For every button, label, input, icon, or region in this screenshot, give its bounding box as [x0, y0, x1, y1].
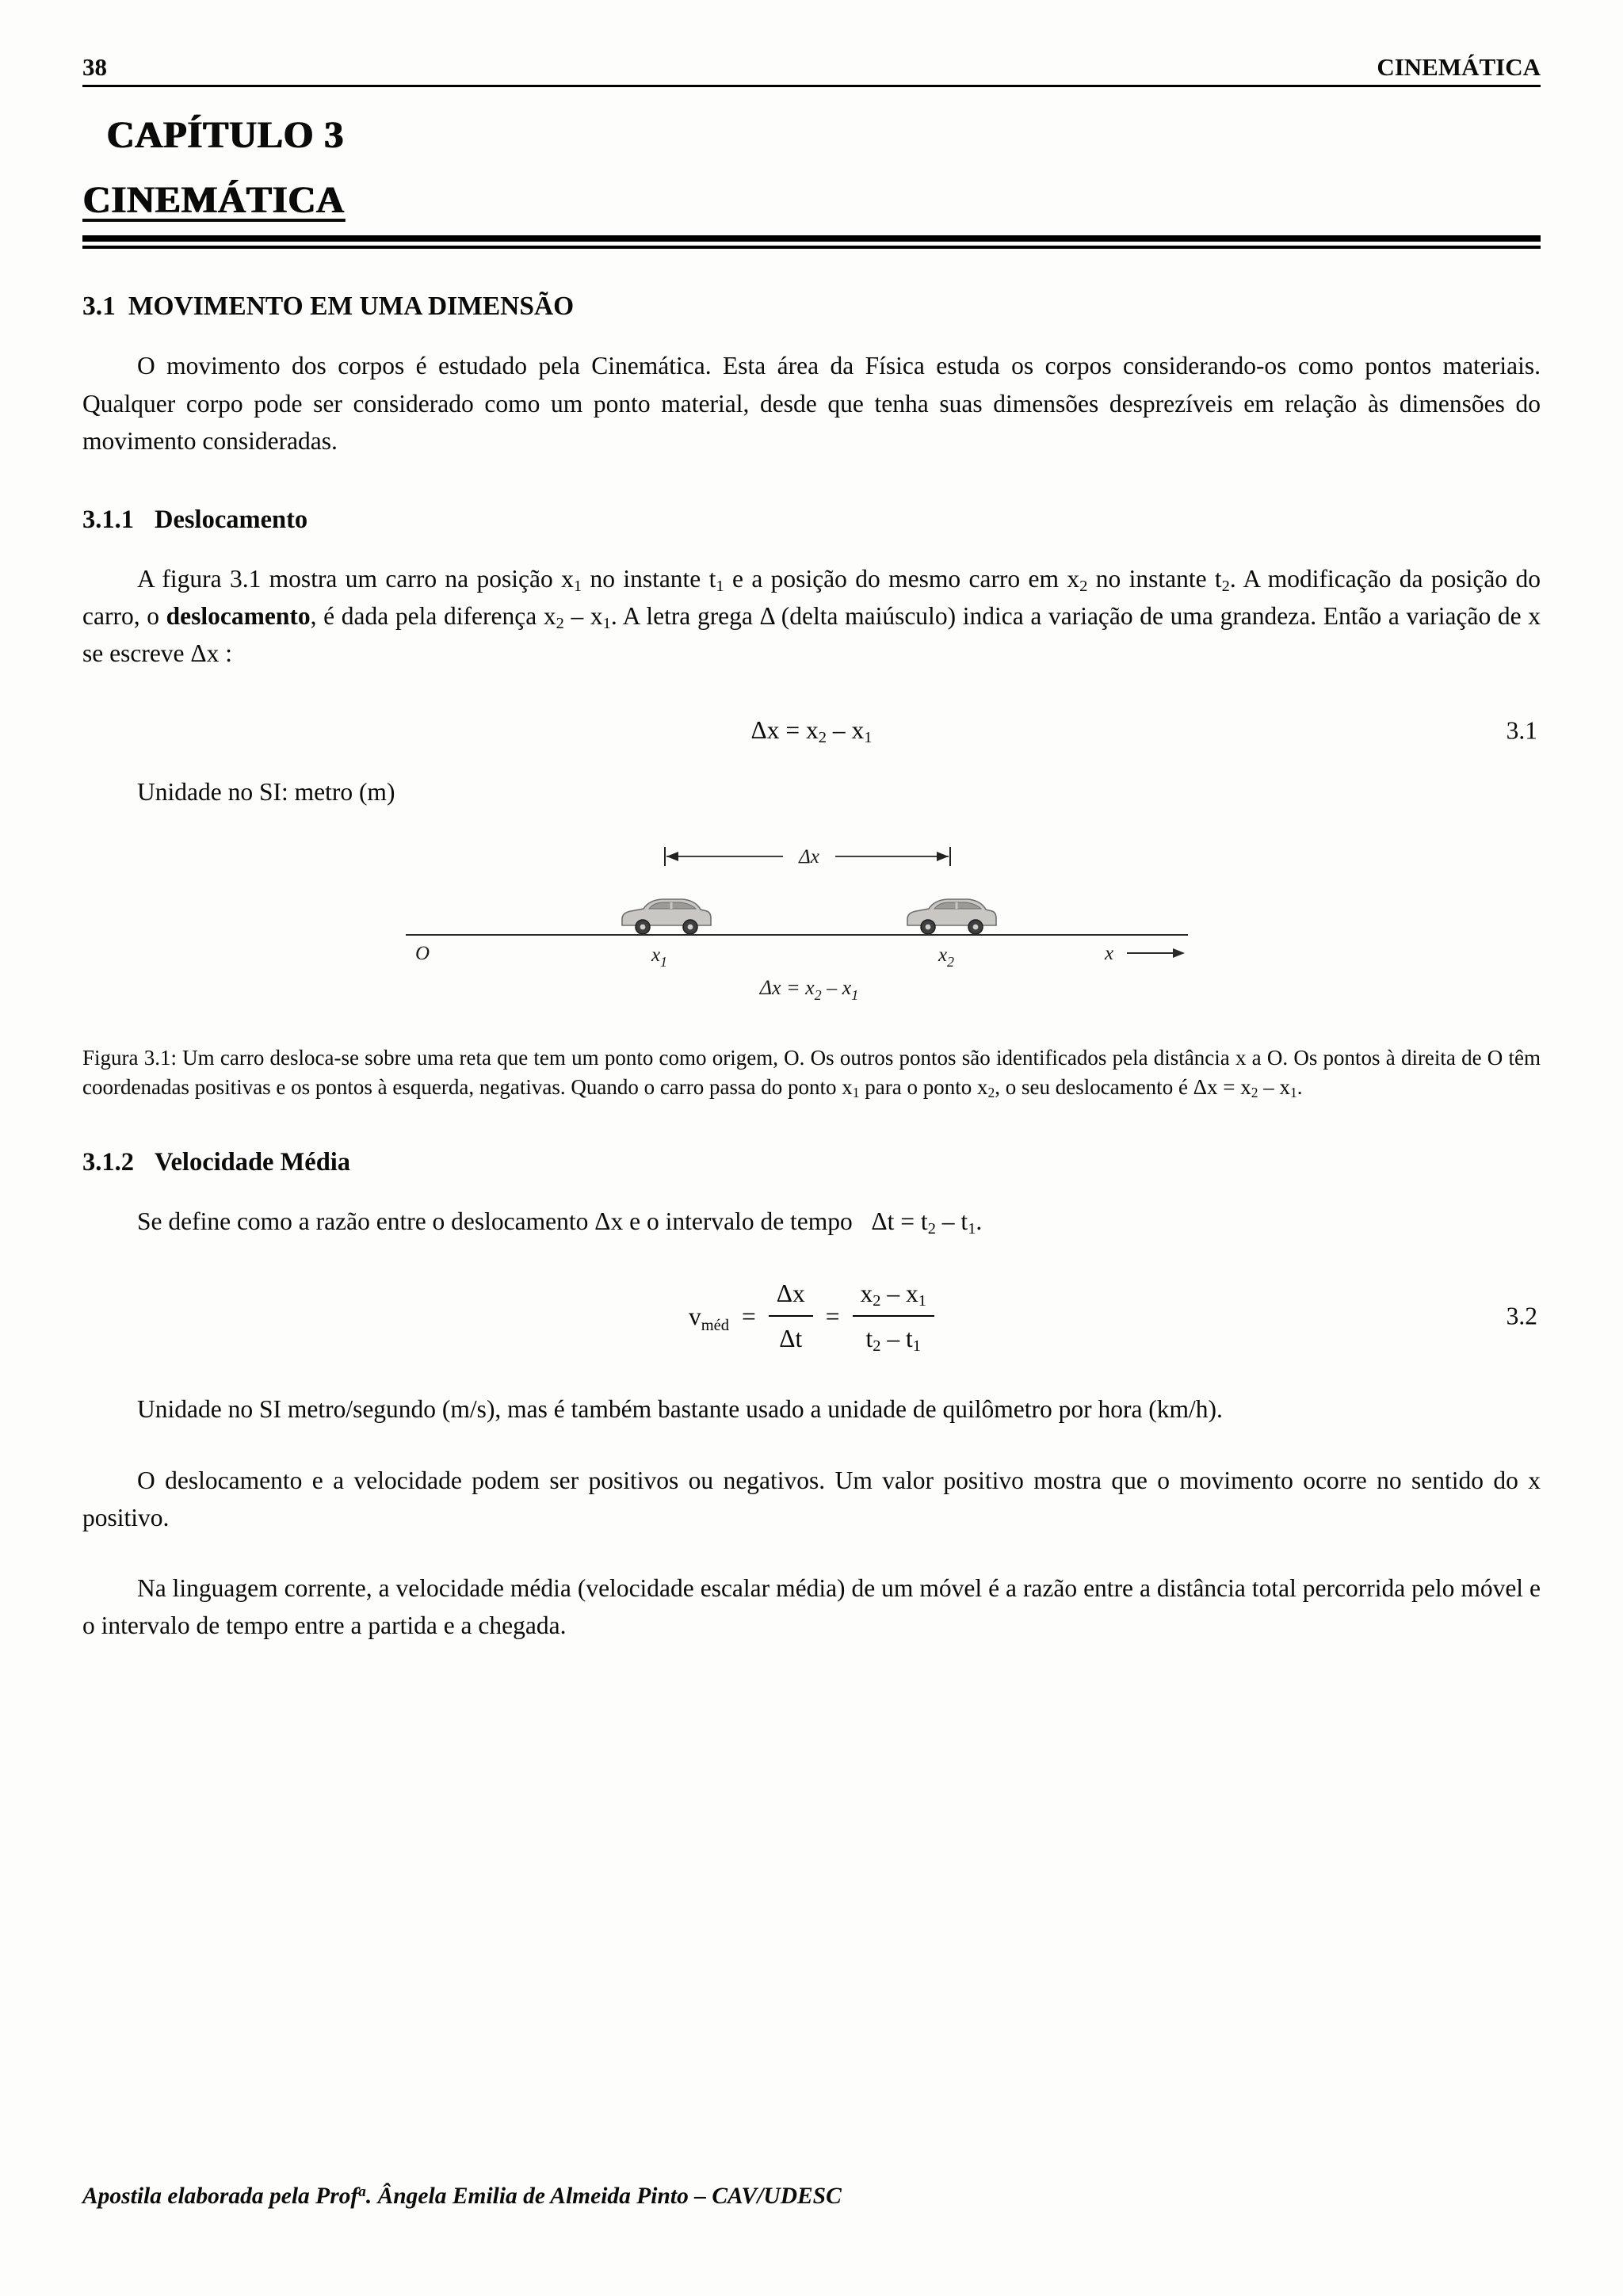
equation-3-1-number: 3.1: [1506, 716, 1537, 745]
paragraph-velocidade-media: Se define como a razão entre o deslocamento Δx e o intervalo de tempo $\Delta t = t_2 - t_1$.: [137, 1207, 983, 1238]
figure-dim-label: Δx: [799, 845, 819, 868]
figure-x2-label: $x_2$: [938, 944, 955, 970]
paragraph-motion-intro: O movimento dos corpos é estudado pela Cinemática. Esta área da Física estuda os corpos considerando-os como pontos materiais. Qualquer corpo pode ser considerado como um ponto material, desde que tenha suas dimensões desprezíveis em relação às dimensões do movimento consideradas.: [82, 352, 1541, 455]
page-number: 38: [82, 53, 107, 81]
figure-axis-label: x: [1105, 942, 1114, 964]
equation-3-1-body: $\Delta x = x_2 - x_1$: [750, 716, 873, 747]
figure-origin-label: O: [415, 942, 430, 964]
paragraph-linguagem-corrente: Na linguagem corrente, a velocidade média (velocidade escalar média) de um móvel é a razão entre a distância total percorrida pelo móvel e o intervalo de tempo entre a partida e a chegada.: [82, 1574, 1541, 1640]
equation-3-2-number: 3.2: [1506, 1302, 1537, 1330]
equals-sign: =: [825, 1302, 840, 1330]
figure-3-1: [391, 839, 1232, 1012]
section-3-1-1-title: Deslocamento: [155, 505, 308, 534]
section-3-1-1-heading: [82, 504, 1541, 536]
paragraph-unit-velocity: Unidade no SI metro/segundo (m/s), mas é também bastante usado a unidade de quilômetro por hora (km/h).: [137, 1395, 1223, 1424]
equals-sign: =: [741, 1302, 756, 1330]
figure-equation-label: $\Delta x = x_2 - x_1$: [759, 975, 859, 1001]
section-3-1-title: MOVIMENTO EM UMA DIMENSÃO: [128, 292, 575, 322]
car-right: [907, 899, 996, 934]
section-3-1-1-number: 3.1.1: [82, 505, 134, 534]
fraction-numerator: Δx: [769, 1275, 813, 1317]
section-3-1-2-title: Velocidade Média: [155, 1148, 351, 1177]
figure-3-1-canvas: [391, 839, 1232, 1001]
paragraph-deslocamento: A figura 3.1 mostra um carro na posição $x_1$ no instante $t_1$ e a posição do mesmo carro em $x_2$ no instante $t_2$. A modificação da posição do carro, o deslocamento, é dada pela diferença $x_2 - x_1$. A letra grega Δ (delta maiúsculo) indica a variação de uma grandeza. Então a variação de x se escreve Δx :: [82, 564, 1541, 668]
dim-arrowhead-right: [937, 852, 949, 861]
paragraph-signs: O deslocamento e a velocidade podem ser positivos ou negativos. Um valor positivo mostra que o movimento ocorre no sentido do x positivo.: [82, 1466, 1541, 1531]
axis-direction-arrowhead: [1173, 948, 1185, 958]
fraction-denominator: $t_2 - t_1$: [865, 1325, 922, 1356]
chapter-kicker: CAPÍTULO 3: [106, 114, 344, 157]
car-left: [622, 899, 711, 934]
chapter-title: CINEMÁTICA: [82, 178, 345, 221]
page-header: [82, 52, 1541, 82]
fraction-numerator: $x_2 - x_1$: [853, 1275, 934, 1317]
equation-3-1: [82, 711, 1541, 749]
chapter-title-rule: [82, 235, 1541, 249]
equation-3-2: [82, 1275, 1541, 1358]
figure-x1-label: $x_1$: [651, 944, 668, 970]
fraction-dx-dt: [769, 1275, 813, 1358]
section-3-1-2-heading: [82, 1146, 1541, 1179]
footer-credit: Apostila elaborada pela Prof$^a$. Ângela Emilia de Almeida Pinto – CAV/UDESC: [82, 2183, 842, 2209]
fraction-denominator: Δt: [779, 1325, 803, 1353]
header-rule: [82, 85, 1541, 87]
figure-3-1-caption: Figura 3.1: Um carro desloca-se sobre uma reta que tem um ponto como origem, O. Os outros pontos são identificados pela distância x a O. Os pontos à direita de O têm coordenadas positivas e os pontos à esquerda, negativas. Quando o carro passa do ponto $x_1$ para o ponto $x_2$, o seu deslocamento é $\Delta x = x_2 - x_1$.: [82, 1046, 1541, 1101]
dim-arrowhead-left: [666, 852, 678, 861]
section-3-1-number: 3.1: [82, 292, 116, 322]
unit-line-meter: Unidade no SI: metro (m): [137, 777, 395, 806]
equation-3-2-body: [689, 1275, 934, 1358]
fraction-x-t: [853, 1275, 934, 1358]
section-3-1-2-number: 3.1.2: [82, 1148, 134, 1177]
section-3-1-heading: [82, 290, 1541, 323]
running-title: CINEMÁTICA: [1377, 53, 1541, 81]
equation-3-2-lhs: $v_{méd}$: [688, 1302, 729, 1334]
